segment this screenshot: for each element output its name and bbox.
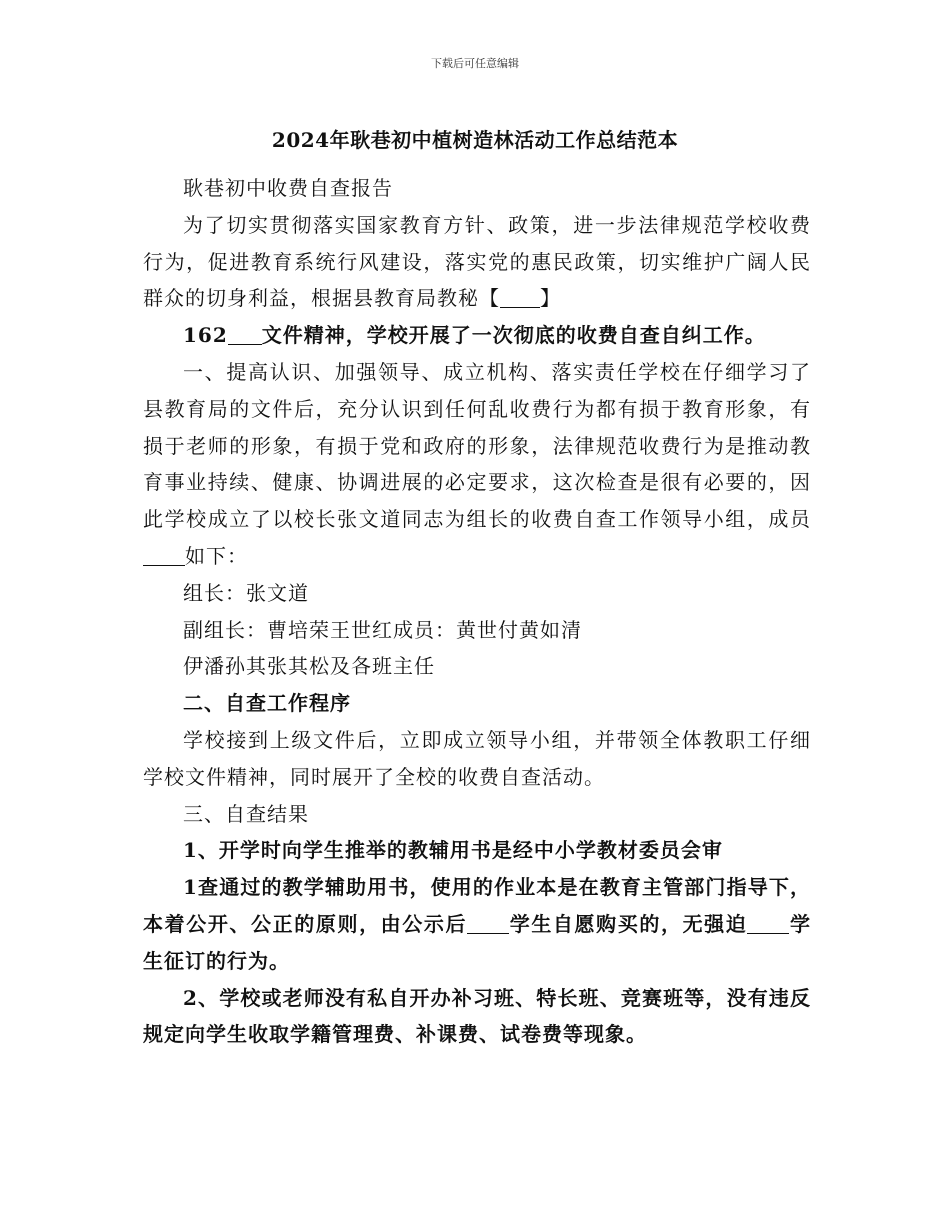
paragraph-text: 二、自查工作程序: [183, 691, 351, 716]
document-title: 2024年耿巷初中植树造林活动工作总结范本: [271, 128, 679, 152]
paragraph-result-1: [143, 832, 811, 869]
paragraph-text: 2、学校或老师没有私自开办补习班、特长班、竞赛班等，没有违反规定向学生收取学籍管理费、补课费、试卷费等现象。: [143, 985, 811, 1047]
paragraph-members: [143, 648, 811, 685]
paragraph-report-title: [143, 170, 811, 207]
paragraph-leader: [143, 575, 811, 612]
paragraph-deputy-leader: [143, 612, 811, 649]
paragraph-text: 学生自愿购买的，无强迫: [509, 911, 748, 936]
paragraph-section-2: [143, 722, 811, 796]
paragraph-result-2: [143, 980, 811, 1054]
paragraph-text: 为了切实贯彻落实国家教育方针、政策，进一步法律规范学校收费行为，促进教育系统行风建设，落实党的惠民政策，切实维护广阔人民群众的切身利益，根据县教育局教秘【: [143, 212, 811, 311]
heading-section-3: [143, 796, 811, 833]
paragraph-text: 文件精神，学校开展了一次彻底的收费自查自纠工作。: [261, 323, 766, 348]
paragraph-text: 162: [183, 323, 228, 348]
paragraph-text: 耿巷初中收费自查报告: [183, 176, 393, 200]
paragraph-text: 副组长：曹培荣王世红成员：黄世付黄如清: [183, 617, 582, 642]
header-note: 下载后可任意编辑: [431, 57, 519, 70]
blank-line: [143, 545, 185, 566]
paragraph-text: 1查通过的教学辅助用书，使用的作业本是在教育主管部门指导下，本着公开、公正的原则，由公示后: [143, 875, 811, 936]
document-body: [143, 170, 811, 1053]
paragraph-text: 如下：: [185, 543, 248, 568]
paragraph-section-1: [143, 354, 811, 575]
paragraph-text: 】: [540, 286, 561, 311]
blank-line: [228, 324, 262, 345]
paragraph-text: 1、开学时向学生推举的教辅用书是经中小学教材委员会审: [183, 838, 723, 863]
paragraph-result-1-cont: [143, 869, 811, 979]
paragraph-intro: [143, 207, 811, 317]
paragraph-text: 组长：张文道: [183, 580, 309, 605]
blank-line: [500, 287, 540, 308]
blank-line: [467, 913, 509, 934]
paragraph-text: 三、自查结果: [183, 801, 309, 826]
paragraph-text: 学生征订的行为。: [143, 911, 812, 973]
paragraph-text: 学校接到上级文件后，立即成立领导小组，并带领全体教职工仔细学校文件精神，同时展开了全校的收费自查活动。: [143, 727, 811, 789]
blank-line: [747, 913, 789, 934]
paragraph-file-spirit: [143, 317, 811, 354]
paragraph-text: 伊潘孙其张其松及各班主任: [183, 654, 435, 679]
heading-section-2: [143, 685, 811, 722]
paragraph-text: 一、提高认识、加强领导、成立机构、落实责任学校在仔细学习了县教育局的文件后，充分认识到任何乱收费行为都有损于教育形象，有损于老师的形象，有损于党和政府的形象，法律规范收费行为是推动教育事业持续、健康、协调进展的必定要求，这次检查是很有必要的，因此学校成立了以校长张文道同志为组长的收费自查工作领导小组，成员: [143, 359, 811, 532]
